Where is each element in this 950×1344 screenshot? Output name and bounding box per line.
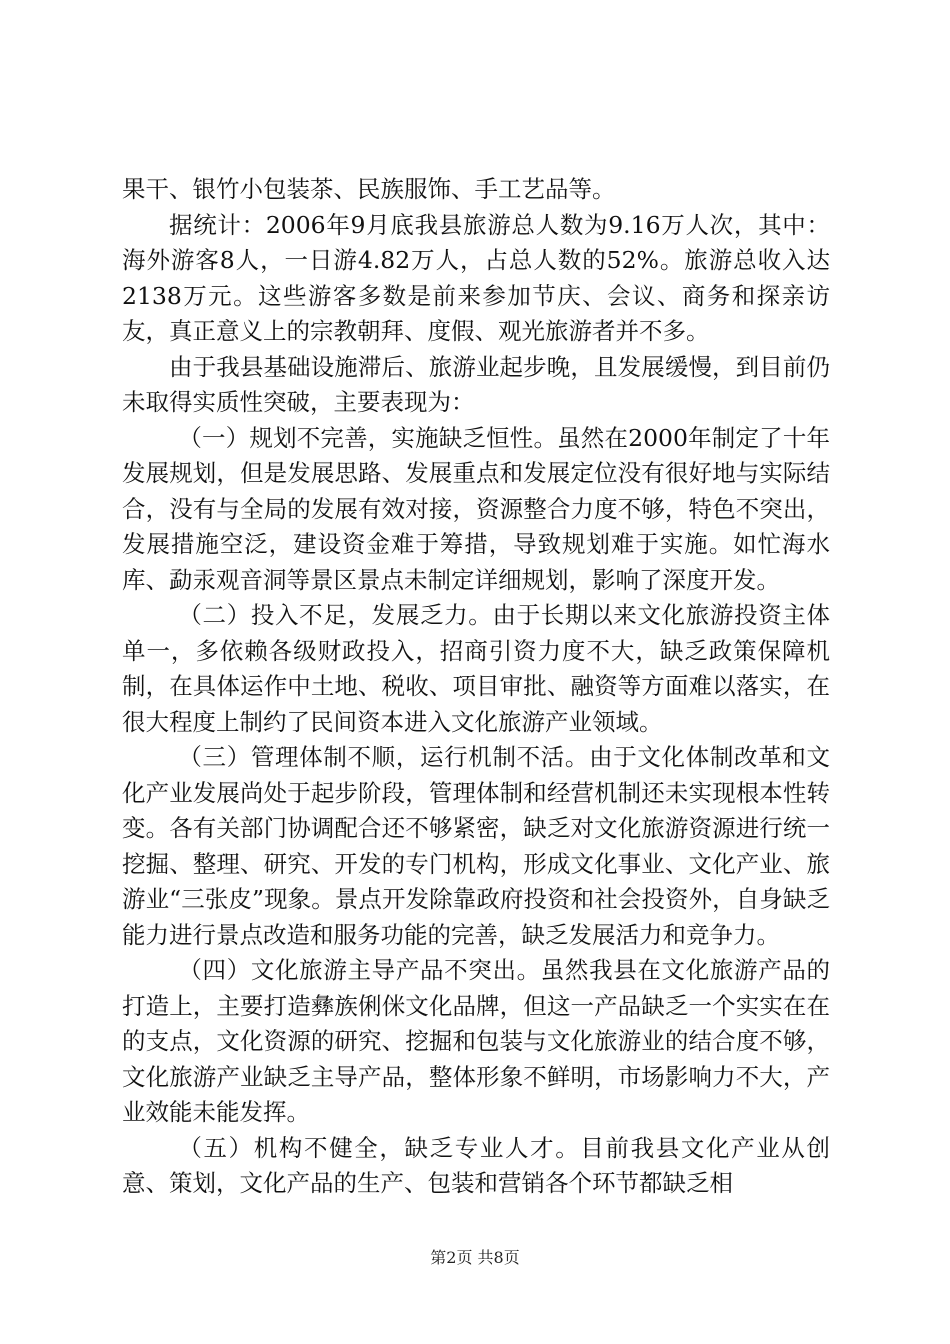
paragraph-continuation: 果干、银竹小包装茶、民族服饰、手工艺品等。 xyxy=(122,175,616,203)
paragraph-point-2: （二）投入不足，发展乏力。由于长期以来文化旅游投资主体单一，多依赖各级财政投入，招商引资力度不大，缺乏政策保障机制，在具体运作中土地、税收、项目审批、融资等方面难以落实，在很大程度上制约了民间资本进入文化旅游产业领域。 xyxy=(122,601,830,736)
paragraph-point-4: （四）文化旅游主导产品不突出。虽然我县在文化旅游产品的打造上，主要打造彝族俐侎文化品牌，但这一产品缺乏一个实实在在的支点，文化资源的研究、挖掘和包装与文化旅游业的结合度不够，文化旅游产业缺乏主导产品，整体形象不鲜明，市场影响力不大，产业效能未能发挥。 xyxy=(122,956,830,1126)
document-body xyxy=(122,172,830,1202)
paragraph-point-1: （一）规划不完善，实施缺乏恒性。虽然在2000年制定了十年发展规划，但是发展思路、发展重点和发展定位没有很好地与实际结合，没有与全局的发展有效对接，资源整合力度不够，特色不突出，发展措施空泛，建设资金难于筹措，导致规划难于实施。如忙海水库、勐汞观音洞等景区景点未制定详细规划，影响了深度开发。 xyxy=(122,423,830,594)
paragraph-summary: 由于我县基础设施滞后、旅游业起步晚，且发展缓慢，到目前仍未取得实质性突破，主要表现为： xyxy=(122,352,830,416)
paragraph-statistics: 据统计：2006年9月底我县旅游总人数为9.16万人次，其中：海外游客8人，一日游4.82万人，占总人数的52%。旅游总收入达2138万元。这些游客多数是前来参加节庆、会议、商务和探亲访友，真正意义上的宗教朝拜、度假、观光旅游者并不多。 xyxy=(122,210,830,345)
page-footer xyxy=(0,1245,950,1268)
paragraph-point-3: （三）管理体制不顺，运行机制不活。由于文化体制改革和文化产业发展尚处于起步阶段，管理体制和经营机制还未实现根本性转变。各有关部门协调配合还不够紧密，缺乏对文化旅游资源进行统一挖掘、整理、研究、开发的专门机构，形成文化事业、文化产业、旅游业“三张皮”现象。景点开发除靠政府投资和社会投资外，自身缺乏能力进行景点改造和服务功能的完善，缺乏发展活力和竞争力。 xyxy=(122,743,830,949)
page-number: 第2页 共8页 xyxy=(430,1248,520,1267)
paragraph-point-5: （五）机构不健全，缺乏专业人才。目前我县文化产业从创意、策划，文化产品的生产、包装和营销各个环节都缺乏相 xyxy=(122,1133,830,1197)
